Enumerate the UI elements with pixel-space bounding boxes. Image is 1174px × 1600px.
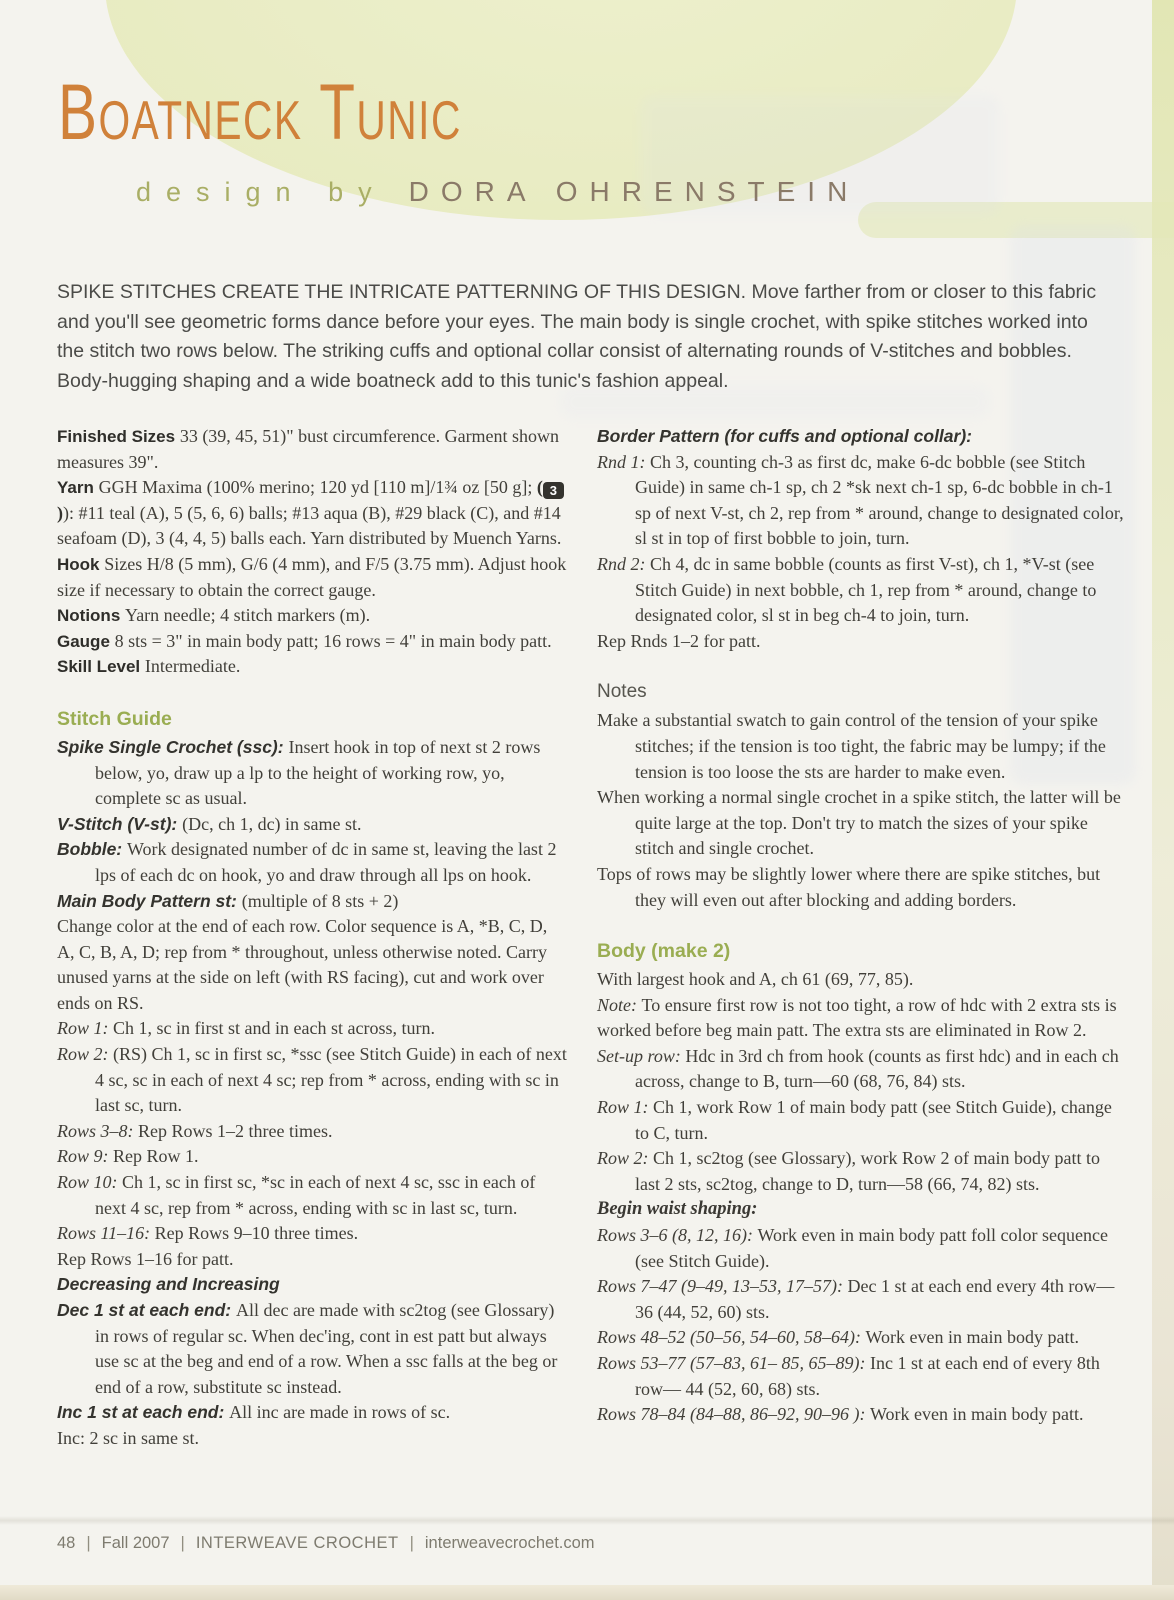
spec-item: Finished Sizes 33 (39, 45, 51)" bust circumference. Garment shown measures 39". xyxy=(57,426,560,472)
pattern-paragraph: Row 10: Ch 1, sc in first sc, *sc in each of next 4 sc, ssc in each of next 4 sc, rep from * across, ending with sc in last sc, turn. xyxy=(57,1172,536,1218)
footer-separator: | xyxy=(180,1534,185,1552)
pattern-paragraph: Row 1: Ch 1, work Row 1 of main body patt (see Stitch Guide), change to C, turn. xyxy=(597,1097,1112,1143)
footer-separator: | xyxy=(409,1534,414,1552)
pattern-paragraph: With largest hook and A, ch 61 (69, 77, 85). xyxy=(597,969,914,990)
spec-label: Gauge xyxy=(57,631,115,651)
issue-label: Fall 2007 xyxy=(101,1534,170,1552)
pattern-paragraph: Rows 3–6 (8, 12, 16): Work even in main body patt foll color sequence (see Stitch Guide). xyxy=(597,1225,1108,1271)
entry-term: Main Body Pattern st: xyxy=(57,890,242,911)
entry-term: Spike Single Crochet (ssc): xyxy=(57,736,289,757)
pattern-paragraph: Row 2: Ch 1, sc2tog (see Glossary), work Row 2 of main body patt to last 2 sts, sc2tog, change to D, turn—58 (66, 74, 82) sts. xyxy=(597,1148,1100,1194)
pattern-paragraph: Row 2: (RS) Ch 1, sc in first sc, *ssc (see Stitch Guide) in each of next 4 sc, sc in each of next 4 sc; rep from * across, ending with sc in last sc, turn. xyxy=(57,1044,567,1116)
pattern-paragraph: Rep Rnds 1–2 for patt. xyxy=(597,630,761,651)
pattern-paragraph: When working a normal single crochet in a spike stitch, the latter will be quite large at the top. Don't try to match the sizes of your spike stitch and single crochet. xyxy=(597,787,1121,859)
entry-term: Rows 3–6 (8, 12, 16): xyxy=(597,1225,758,1246)
pattern-paragraph: V-Stitch (V-st): (Dc, ch 1, dc) in same st. xyxy=(57,813,362,834)
spec-item: Notions Yarn needle; 4 stitch markers (m). xyxy=(57,605,371,626)
entry-term: Rows 53–77 (57–83, 61– 85, 65–89): xyxy=(597,1353,870,1373)
spec-label: Hook xyxy=(57,554,105,574)
entry-term: Row 1: xyxy=(597,1097,653,1118)
instructions-section xyxy=(597,424,1129,1428)
spec-item: Gauge 8 sts = 3" in main body patt; 16 rows = 4" in main body patt. xyxy=(57,630,552,651)
pattern-paragraph: Rows 78–84 (84–88, 86–92, 90–96 ): Work even in main body patt. xyxy=(597,1404,1084,1425)
pattern-paragraph: Row 9: Rep Row 1. xyxy=(57,1146,199,1167)
entry-term: Rows 78–84 (84–88, 86–92, 90–96 ): xyxy=(597,1404,870,1425)
page-bottom-edge xyxy=(0,1585,1174,1600)
spec-label: Skill Level xyxy=(57,657,145,677)
pattern-paragraph: Make a substantial swatch to gain control of the tension of your spike stitches; if the tension is too tight, the fabric may be lumpy; if the tension is too loose the sts are harder to make even. xyxy=(597,710,1106,782)
spec-item: Yarn GGH Maxima (100% merino; 120 yd [110 m]/1¾ oz [50 g]; ( 3)): #11 teal (A), 5 (5, 6, 6) balls; #13 aqua (B), #29 black (C), and #14 seafoam (D), 3 (4, 4, 5) balls each. Yarn distributed by Muench Yarns. xyxy=(57,475,567,552)
entry-term: Rows 3–8: xyxy=(57,1120,138,1141)
entry-term: Rnd 2: xyxy=(597,553,650,574)
entry-term: Row 9: xyxy=(57,1146,113,1167)
pattern-paragraph: Row 1: Ch 1, sc in first st and in each st across, turn. xyxy=(57,1018,435,1039)
pattern-paragraph: Rows 7–47 (9–49, 13–53, 17–57): Dec 1 st at each end every 4th row—36 (44, 52, 60) sts. xyxy=(597,1276,1115,1322)
entry-term: Rnd 1: xyxy=(597,451,650,472)
entry-term: Inc 1 st at each end: xyxy=(57,1402,230,1423)
spec-label: Yarn xyxy=(57,478,99,498)
sub-heading: Begin waist shaping: xyxy=(597,1199,758,1220)
intro-lead: SPIKE STITCHES CREATE THE INTRICATE PATTERNING OF THIS DESIGN. xyxy=(57,281,747,303)
entry-term: Rows 48–52 (50–56, 54–60, 58–64): xyxy=(597,1327,866,1348)
pattern-paragraph: Change color at the end of each row. Color sequence is A, *B, C, D, A, C, B, A, D; rep from * throughout, unless otherwise noted. Carry unused yarns at the side on left (with RS facing), cut and work over ends on RS. xyxy=(57,916,548,1013)
intro-body: Move farther from or closer to this fabric and you'll see geometric forms dance before your eyes. The main body is single crochet, with spike stitches worked into the stitch two rows below. The striking cuffs and optional collar consist of alternating rounds of V-stitches and bobbles. Body-hugging shaping and a wide boatneck add to this tunic's fashion appeal. xyxy=(57,281,1097,392)
pattern-paragraph: Tops of rows may be slightly lower where there are spike stitches, but they will even out after blocking and adding borders. xyxy=(597,863,1101,910)
left-column xyxy=(57,424,567,1452)
pattern-paragraph: Dec 1 st at each end: All dec are made with sc2tog (see Glossary) in rows of regular sc. When dec'ing, cont in est patt but always use sc at the beg and end of a row. When a ssc falls at the beg or end of a row, substitute sc instead. xyxy=(57,1300,558,1397)
page-edge-strip xyxy=(1152,0,1174,1600)
designer-name: DORA OHRENSTEIN xyxy=(408,176,860,207)
pattern-paragraph: Rnd 2: Ch 4, dc in same bobble (counts as first V-st), ch 1, *V-st (see Stitch Guide) in next bobble, ch 1, rep from * around, change to designated color, sl st in beg ch-4 to join, turn. xyxy=(597,553,1097,626)
page-title: Boatneck Tunic xyxy=(58,67,462,156)
pattern-paragraph: Main Body Pattern st: (multiple of 8 sts + 2) xyxy=(57,890,399,911)
right-column xyxy=(597,424,1129,1452)
pattern-paragraph: Inc: 2 sc in same st. xyxy=(57,1427,199,1448)
sub-heading: Border Pattern (for cuffs and optional collar): xyxy=(597,426,972,446)
stitch-guide-section xyxy=(57,706,567,1452)
entry-term: Row 2: xyxy=(57,1044,113,1065)
entry-term: Row 2: xyxy=(597,1148,653,1169)
section-heading: Body (make 2) xyxy=(597,940,731,963)
byline xyxy=(136,176,859,208)
pattern-paragraph: Inc 1 st at each end: All inc are made in rows of sc. xyxy=(57,1402,451,1423)
entry-term: Set-up row: xyxy=(597,1045,686,1066)
entry-term: Dec 1 st at each end: xyxy=(57,1300,236,1320)
pattern-paragraph: Bobble: Work designated number of dc in same st, leaving the last 2 lps of each dc on hook, yo and draw through all lps on hook. xyxy=(57,839,557,885)
pattern-paragraph: Rows 53–77 (57–83, 61– 85, 65–89): Inc 1 st at each end of every 8th row— 44 (52, 60, 68) sts. xyxy=(597,1353,1100,1399)
magazine-name: INTERWEAVE CROCHET xyxy=(195,1534,399,1552)
spec-label: Finished Sizes xyxy=(57,427,180,446)
spec-item: Hook Sizes H/8 (5 mm), G/6 (4 mm), and F/5 (3.75 mm). Adjust hook size if necessary to obtain the correct gauge. xyxy=(57,553,567,600)
pattern-paragraph: Rows 48–52 (50–56, 54–60, 58–64): Work even in main body patt. xyxy=(597,1327,1080,1348)
entry-term: Rows 7–47 (9–49, 13–53, 17–57): xyxy=(597,1276,848,1297)
pattern-paragraph: Note: To ensure first row is not too tight, a row of hdc with 2 extra sts is worked before beg main patt. The extra sts are eliminated in Row 2. xyxy=(597,994,1117,1041)
yarn-weight-paren: ) xyxy=(57,502,63,523)
yarn-weight-icon: 3 xyxy=(543,482,564,499)
sub-heading: Decreasing and Increasing xyxy=(57,1274,280,1295)
pattern-paragraph: Set-up row: Hdc in 3rd ch from hook (counts as first hdc) and in each ch across, change to B, turn—60 (68, 76, 84) sts. xyxy=(597,1045,1119,1092)
pattern-columns xyxy=(57,424,1129,1452)
website-text: interweavecrochet.com xyxy=(424,1534,595,1552)
pattern-paragraph: Rnd 1: Ch 3, counting ch-3 as first dc, make 6-dc bobble (see Stitch Guide) in same ch-1 sp, ch 2 *sk next ch-1 sp, 6-dc bobble in ch-1 sp of next V-st, ch 2, rep from * around, change to designated color, sl st in top of first bobble to join, turn. xyxy=(597,451,1124,549)
yarn-weight-paren: ( xyxy=(536,477,543,498)
footer-separator: | xyxy=(86,1534,91,1552)
byline-prefix: design by xyxy=(136,177,387,207)
pattern-paragraph: Rep Rows 1–16 for patt. xyxy=(57,1248,234,1269)
entry-term: V-Stitch (V-st): xyxy=(57,813,183,834)
spec-label: Notions xyxy=(57,606,125,626)
pattern-paragraph: Rows 3–8: Rep Rows 1–2 three times. xyxy=(57,1120,333,1141)
pattern-paragraph: Rows 11–16: Rep Rows 9–10 three times. xyxy=(57,1223,359,1244)
page-shade xyxy=(0,1516,1174,1525)
pattern-paragraph: Spike Single Crochet (ssc): Insert hook in top of next st 2 rows below, yo, draw up a lp to the height of working row, yo, complete sc as usual. xyxy=(57,736,541,809)
entry-term: Note: xyxy=(597,994,642,1015)
entry-term: Row 1: xyxy=(57,1018,113,1039)
page-number: 48 xyxy=(57,1534,76,1552)
specs-list xyxy=(57,424,567,680)
entry-term: Row 10: xyxy=(57,1172,122,1193)
section-heading: Stitch Guide xyxy=(57,707,172,730)
intro-paragraph xyxy=(57,278,1109,396)
footer xyxy=(57,1534,595,1553)
section-heading: Notes xyxy=(597,681,647,703)
entry-term: Rows 11–16: xyxy=(57,1223,155,1244)
spec-item: Skill Level Intermediate. xyxy=(57,656,241,677)
entry-term: Bobble: xyxy=(57,839,127,860)
